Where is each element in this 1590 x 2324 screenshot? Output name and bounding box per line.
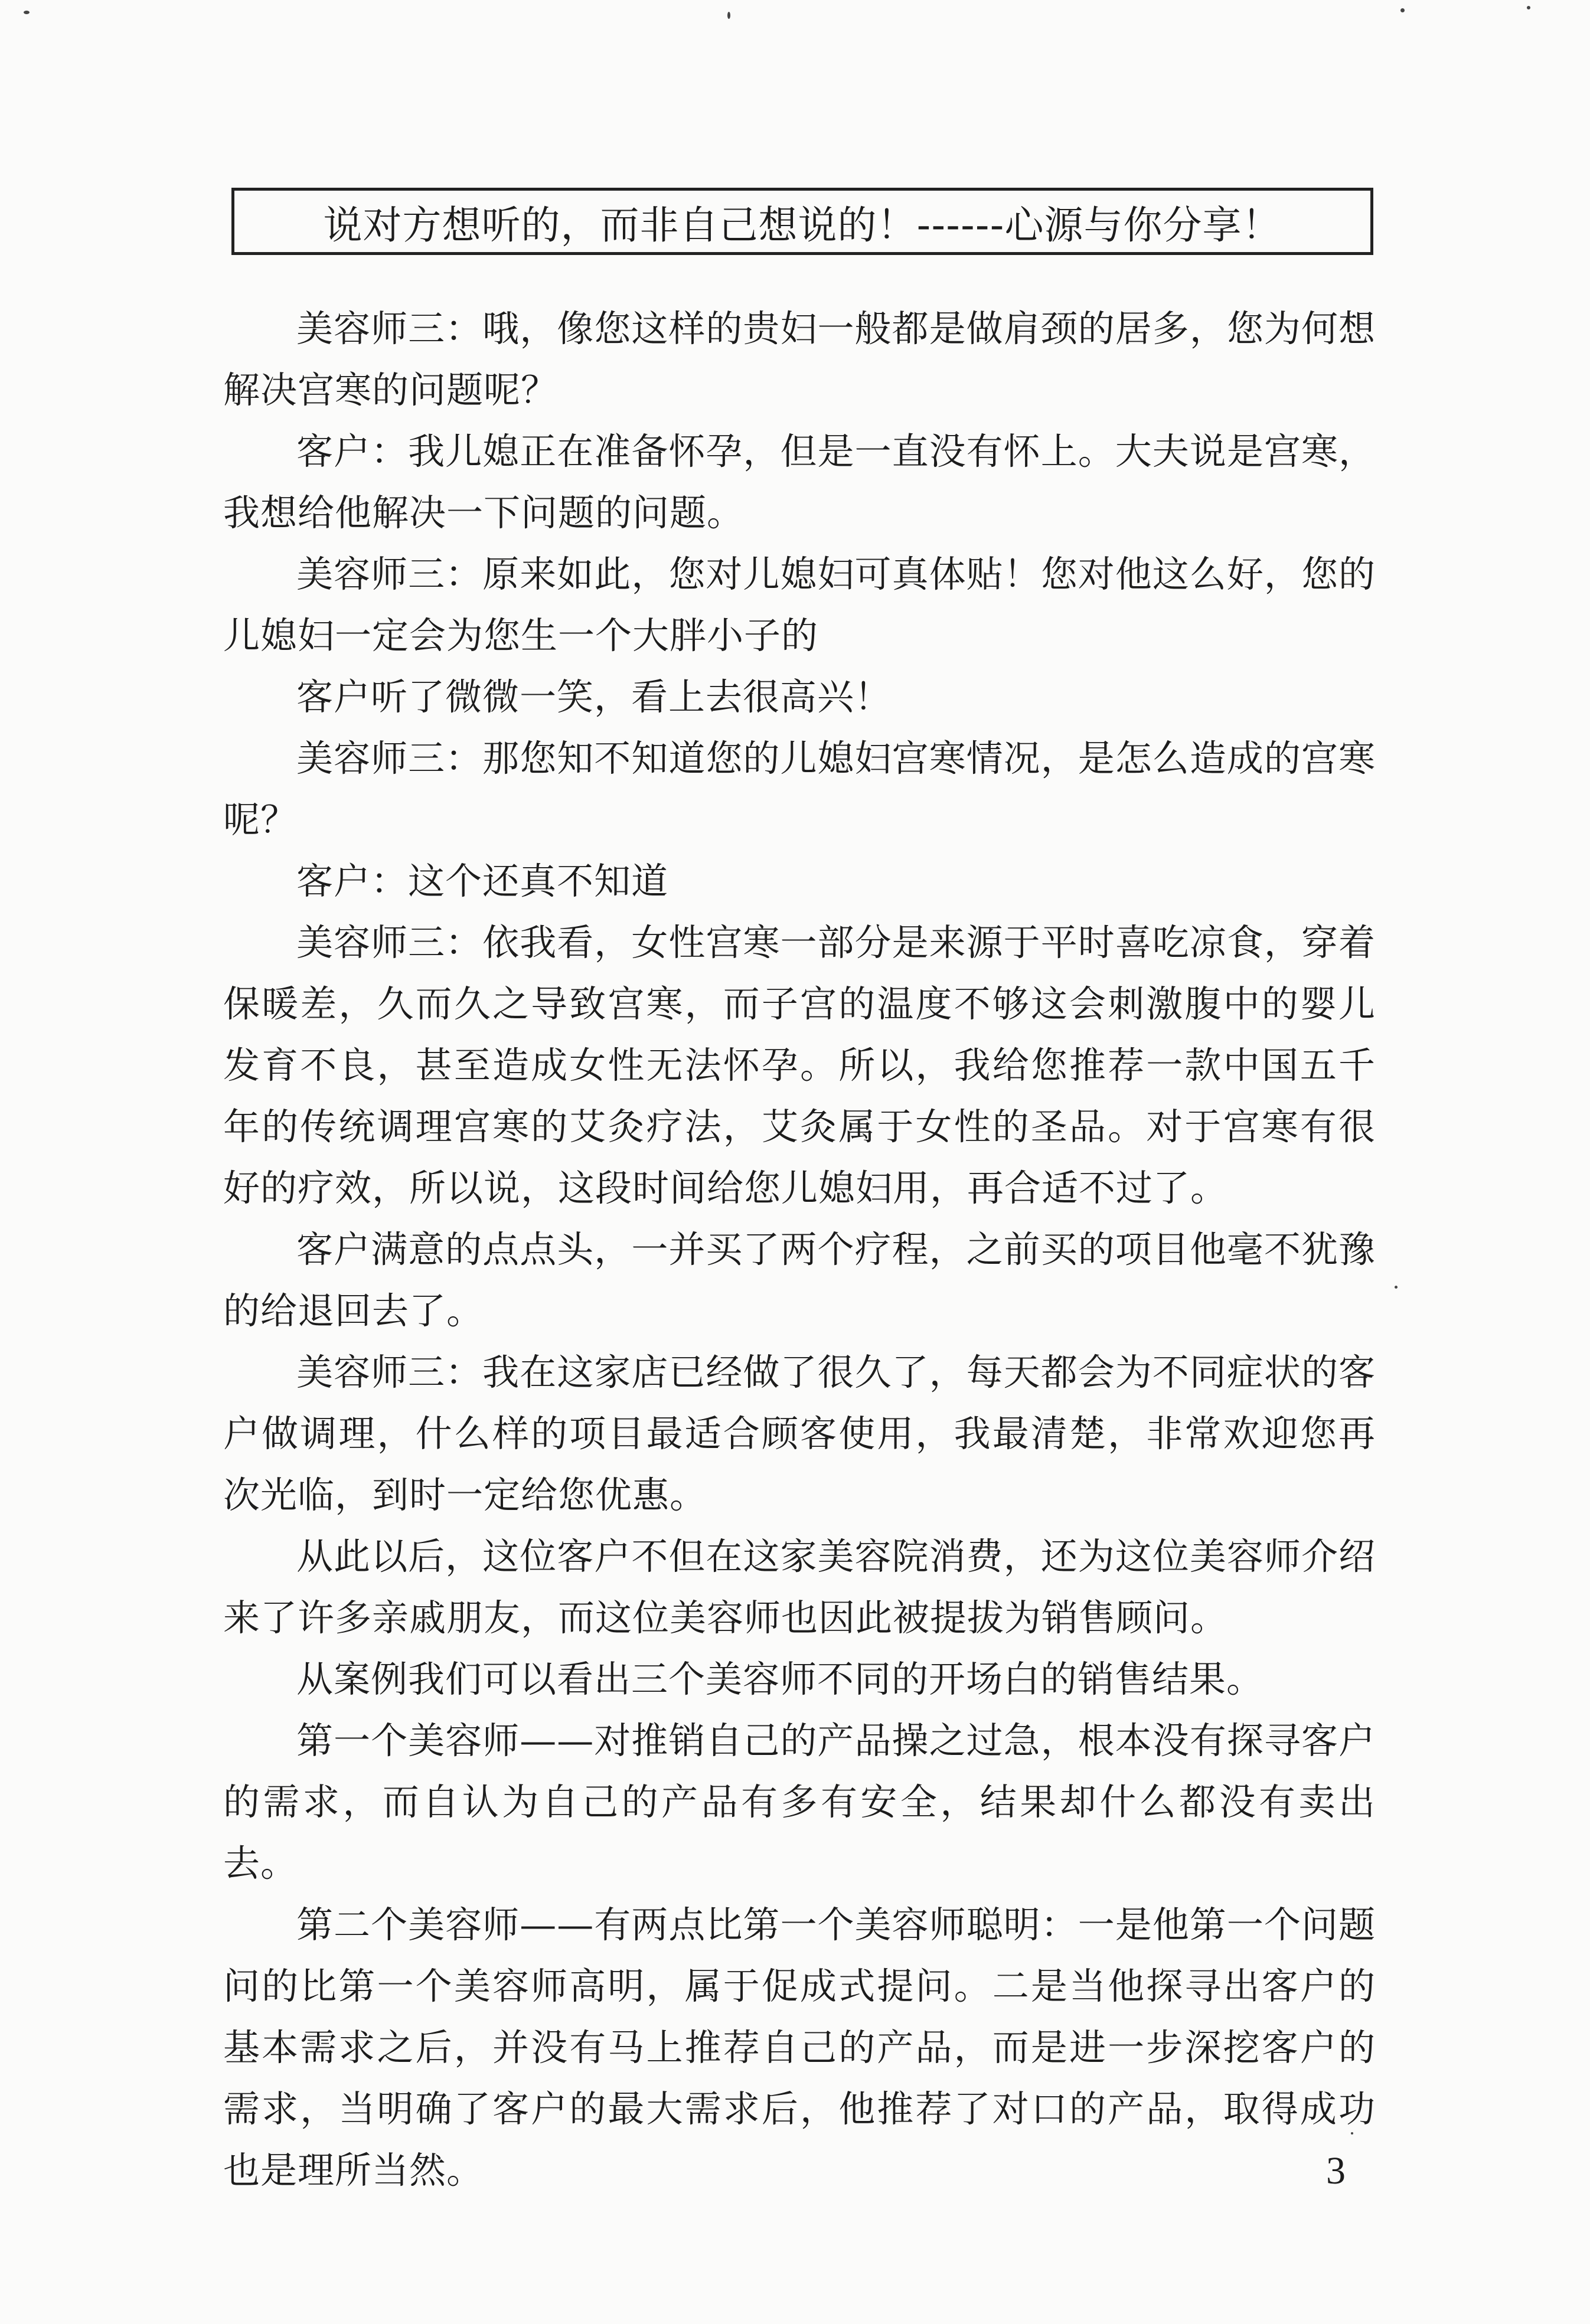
paragraph: 第二个美容师——有两点比第一个美容师聪明：一是他第一个问题问的比第一个美容师高明，属于促成式提问。二是当他探寻出客户的基本需求之后，并没有马上推荐自己的产品，而是进一步深挖客户的需求，当明确了客户的最大需求后，他推荐了对口的产品，取得成功也是理所当然。 — [223, 1903, 1376, 2192]
paragraph: 客户满意的点点头，一并买了两个疗程，之前买的项目他毫不犹豫的给退回去了。 — [223, 1228, 1376, 1332]
paragraph: 从案例我们可以看出三个美容师不同的开场白的销售结果。 — [296, 1658, 1264, 1701]
paragraph: 从此以后，这位客户不但在这家美容院消费，还为这位美容师介绍来了许多亲戚朋友，而这位美容师也因此被提拔为销售顾问。 — [223, 1535, 1376, 1639]
header-motto-box — [231, 188, 1373, 255]
paragraph: 美容师三：那您知不知道您的儿媳妇宫寒情况，是怎么造成的宫寒呢？ — [223, 737, 1376, 841]
paragraph: 客户：这个还真不知道 — [296, 859, 669, 903]
scan-speck — [1351, 2132, 1353, 2135]
scan-speck — [727, 12, 730, 19]
paragraph: 美容师三：依我看，女性宫寒一部分是来源于平时喜吃凉食，穿着保暖差，久而久之导致宫寒，而子宫的温度不够这会刺激腹中的婴儿发育不良，甚至造成女性无法怀孕。所以，我给您推荐一款中国五千年的传统调理宫寒的艾灸疗法，艾灸属于女性的圣品。对于宫寒有很好的疗效，所以说，这段时间给您儿媳妇用，再合适不过了。 — [223, 921, 1376, 1210]
scan-speck — [1527, 6, 1530, 9]
scan-speck — [1395, 1286, 1398, 1289]
body-text — [223, 298, 1376, 2201]
paragraph: 美容师三：哦，像您这样的贵妇一般都是做肩颈的居多，您为何想解决宫寒的问题呢？ — [223, 307, 1376, 411]
paragraph: 美容师三：原来如此，您对儿媳妇可真体贴！您对他这么好，您的儿媳妇一定会为您生一个大胖小子的 — [223, 553, 1376, 657]
paragraph: 客户听了微微一笑，看上去很高兴！ — [296, 675, 892, 718]
header-motto: 说对方想听的，而非自己想说的！------心源与你分享！ — [323, 202, 1282, 248]
paragraph: 美容师三：我在这家店已经做了很久了，每天都会为不同症状的客户做调理，什么样的项目最适合顾客使用，我最清楚，非常欢迎您再次光临，到时一定给您优惠。 — [223, 1351, 1376, 1516]
paragraph: 客户：我儿媳正在准备怀孕，但是一直没有怀上。大夫说是宫寒，我想给他解决一下问题的问题。 — [223, 430, 1376, 534]
scan-speck — [1400, 8, 1405, 12]
page-number: 3 — [1326, 2149, 1346, 2192]
scan-speck — [24, 11, 30, 14]
paragraph: 第一个美容师——对推销自己的产品操之过急，根本没有探寻客户的需求，而自认为自己的产品有多有安全，结果却什么都没有卖出去。 — [223, 1719, 1376, 1885]
